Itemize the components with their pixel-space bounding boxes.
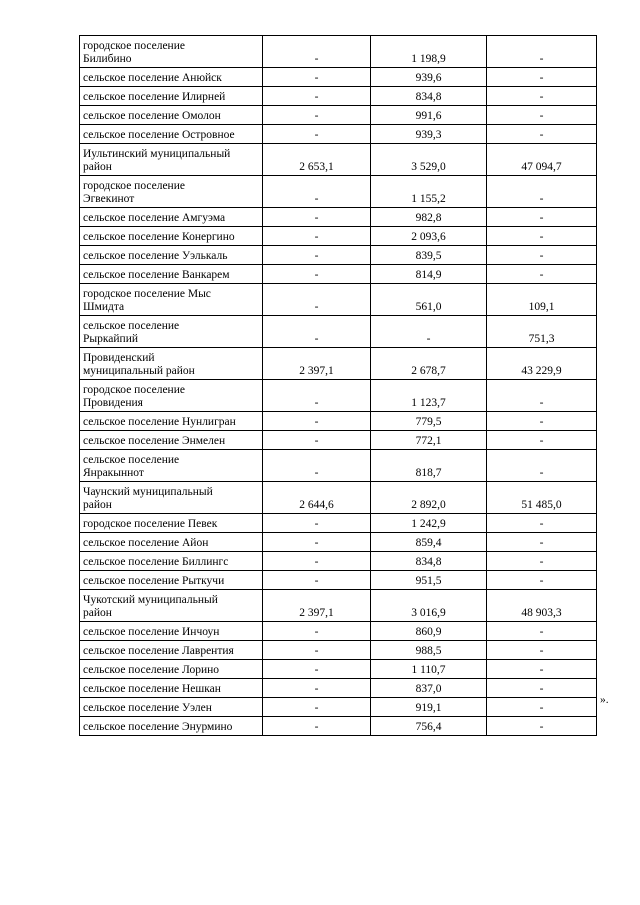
- row-value-3-cell: 47 094,7: [487, 144, 597, 176]
- table-row: [80, 125, 597, 144]
- row-value-3-cell: 109,1: [487, 284, 597, 316]
- row-value-1-cell: -: [263, 431, 371, 450]
- row-value-1-cell: 2 653,1: [263, 144, 371, 176]
- row-value-1-cell: -: [263, 87, 371, 106]
- row-value-1-cell: -: [263, 68, 371, 87]
- row-name-cell: сельское поселение Рыркайпий: [80, 316, 263, 348]
- row-value-2-cell: 859,4: [371, 533, 487, 552]
- row-value-3-cell: -: [487, 227, 597, 246]
- row-value-2-cell: 839,5: [371, 246, 487, 265]
- row-name-cell: сельское поселение Рыткучи: [80, 571, 263, 590]
- row-value-2-cell: 1 155,2: [371, 176, 487, 208]
- row-value-1-cell: -: [263, 571, 371, 590]
- row-value-1-cell: -: [263, 660, 371, 679]
- row-value-3-cell: -: [487, 514, 597, 533]
- row-value-2-cell: 818,7: [371, 450, 487, 482]
- table-row: [80, 698, 597, 717]
- row-value-2-cell: 2 678,7: [371, 348, 487, 380]
- row-name-cell: сельское поселение Уэлькаль: [80, 246, 263, 265]
- row-value-3-cell: -: [487, 87, 597, 106]
- row-value-3-cell: -: [487, 176, 597, 208]
- row-name-cell: городское поселение Эгвекинот: [80, 176, 263, 208]
- row-name-cell: городское поселение Певек: [80, 514, 263, 533]
- table-body: [80, 36, 597, 736]
- row-name-cell: Провиденский муниципальный район: [80, 348, 263, 380]
- table-row: [80, 348, 597, 380]
- row-value-2-cell: 988,5: [371, 641, 487, 660]
- row-value-1-cell: -: [263, 227, 371, 246]
- row-value-2-cell: 2 093,6: [371, 227, 487, 246]
- row-value-2-cell: 1 123,7: [371, 380, 487, 412]
- table-row: [80, 316, 597, 348]
- row-value-3-cell: -: [487, 380, 597, 412]
- table-row: [80, 176, 597, 208]
- row-name-cell: сельское поселение Инчоун: [80, 622, 263, 641]
- row-value-1-cell: -: [263, 450, 371, 482]
- row-value-2-cell: 1 110,7: [371, 660, 487, 679]
- row-value-1-cell: -: [263, 412, 371, 431]
- row-value-3-cell: -: [487, 552, 597, 571]
- row-value-3-cell: 48 903,3: [487, 590, 597, 622]
- row-value-2-cell: 772,1: [371, 431, 487, 450]
- table-row: [80, 227, 597, 246]
- table-row: [80, 380, 597, 412]
- row-value-1-cell: -: [263, 125, 371, 144]
- row-value-1-cell: -: [263, 284, 371, 316]
- table-row: [80, 679, 597, 698]
- row-value-3-cell: 43 229,9: [487, 348, 597, 380]
- table-row: [80, 106, 597, 125]
- table-row: [80, 482, 597, 514]
- row-name-cell: сельское поселение Нешкан: [80, 679, 263, 698]
- table-row: [80, 590, 597, 622]
- row-value-1-cell: -: [263, 514, 371, 533]
- table-row: [80, 450, 597, 482]
- row-value-2-cell: 951,5: [371, 571, 487, 590]
- row-value-3-cell: -: [487, 412, 597, 431]
- row-value-2-cell: 561,0: [371, 284, 487, 316]
- row-value-2-cell: 3 529,0: [371, 144, 487, 176]
- row-name-cell: Иультинский муниципальный район: [80, 144, 263, 176]
- row-value-1-cell: -: [263, 552, 371, 571]
- row-value-1-cell: -: [263, 717, 371, 736]
- row-value-3-cell: -: [487, 622, 597, 641]
- table-row: [80, 208, 597, 227]
- row-value-1-cell: 2 644,6: [263, 482, 371, 514]
- row-value-3-cell: -: [487, 450, 597, 482]
- row-value-2-cell: 837,0: [371, 679, 487, 698]
- row-name-cell: сельское поселение Янракыннот: [80, 450, 263, 482]
- row-value-1-cell: -: [263, 533, 371, 552]
- row-value-1-cell: -: [263, 641, 371, 660]
- row-value-2-cell: 1 242,9: [371, 514, 487, 533]
- table-row: [80, 660, 597, 679]
- row-value-2-cell: 834,8: [371, 552, 487, 571]
- row-value-1-cell: -: [263, 380, 371, 412]
- row-name-cell: сельское поселение Омолон: [80, 106, 263, 125]
- row-value-2-cell: -: [371, 316, 487, 348]
- row-value-1-cell: 2 397,1: [263, 348, 371, 380]
- row-name-cell: сельское поселение Илирней: [80, 87, 263, 106]
- table-row: [80, 514, 597, 533]
- table-row: [80, 533, 597, 552]
- row-value-3-cell: -: [487, 533, 597, 552]
- row-value-2-cell: 939,3: [371, 125, 487, 144]
- table-row: [80, 144, 597, 176]
- row-value-1-cell: -: [263, 106, 371, 125]
- row-value-1-cell: -: [263, 316, 371, 348]
- row-value-1-cell: -: [263, 265, 371, 284]
- row-name-cell: сельское поселение Лаврентия: [80, 641, 263, 660]
- row-value-1-cell: -: [263, 208, 371, 227]
- row-value-1-cell: -: [263, 679, 371, 698]
- row-value-3-cell: -: [487, 106, 597, 125]
- row-name-cell: сельское поселение Нунлигран: [80, 412, 263, 431]
- row-value-1-cell: -: [263, 246, 371, 265]
- table-row: [80, 571, 597, 590]
- row-value-3-cell: -: [487, 571, 597, 590]
- closing-quote-mark: ».: [600, 694, 609, 706]
- row-value-2-cell: 1 198,9: [371, 36, 487, 68]
- row-name-cell: сельское поселение Анюйск: [80, 68, 263, 87]
- row-value-1-cell: -: [263, 698, 371, 717]
- row-value-2-cell: 834,8: [371, 87, 487, 106]
- table-row: [80, 246, 597, 265]
- row-name-cell: сельское поселение Айон: [80, 533, 263, 552]
- table-row: [80, 284, 597, 316]
- row-value-2-cell: 814,9: [371, 265, 487, 284]
- row-value-3-cell: -: [487, 641, 597, 660]
- row-name-cell: сельское поселение Конергино: [80, 227, 263, 246]
- row-value-1-cell: -: [263, 176, 371, 208]
- budget-table: [79, 35, 597, 736]
- row-name-cell: сельское поселение Энурмино: [80, 717, 263, 736]
- row-value-2-cell: 919,1: [371, 698, 487, 717]
- row-value-3-cell: -: [487, 125, 597, 144]
- row-value-3-cell: 51 485,0: [487, 482, 597, 514]
- row-value-3-cell: -: [487, 265, 597, 284]
- row-value-2-cell: 982,8: [371, 208, 487, 227]
- row-value-3-cell: -: [487, 246, 597, 265]
- row-name-cell: городское поселение Билибино: [80, 36, 263, 68]
- row-value-3-cell: -: [487, 36, 597, 68]
- table-row: [80, 412, 597, 431]
- row-value-2-cell: 860,9: [371, 622, 487, 641]
- row-value-3-cell: -: [487, 431, 597, 450]
- row-value-3-cell: -: [487, 660, 597, 679]
- table-row: [80, 36, 597, 68]
- row-name-cell: сельское поселение Амгуэма: [80, 208, 263, 227]
- table-row: [80, 68, 597, 87]
- table-row: [80, 552, 597, 571]
- row-value-1-cell: -: [263, 36, 371, 68]
- row-value-3-cell: -: [487, 698, 597, 717]
- table-row: [80, 641, 597, 660]
- row-name-cell: Чукотский муниципальный район: [80, 590, 263, 622]
- row-value-3-cell: -: [487, 679, 597, 698]
- row-value-1-cell: 2 397,1: [263, 590, 371, 622]
- row-value-2-cell: 779,5: [371, 412, 487, 431]
- row-value-3-cell: -: [487, 717, 597, 736]
- row-value-2-cell: 939,6: [371, 68, 487, 87]
- row-name-cell: городское поселение Мыс Шмидта: [80, 284, 263, 316]
- row-name-cell: сельское поселение Лорино: [80, 660, 263, 679]
- row-name-cell: сельское поселение Островное: [80, 125, 263, 144]
- row-name-cell: городское поселение Провидения: [80, 380, 263, 412]
- row-value-2-cell: 756,4: [371, 717, 487, 736]
- table-row: [80, 87, 597, 106]
- row-value-3-cell: -: [487, 68, 597, 87]
- row-name-cell: сельское поселение Уэлен: [80, 698, 263, 717]
- row-value-2-cell: 3 016,9: [371, 590, 487, 622]
- row-name-cell: Чаунский муниципальный район: [80, 482, 263, 514]
- table-row: [80, 622, 597, 641]
- row-value-1-cell: -: [263, 622, 371, 641]
- row-value-3-cell: 751,3: [487, 316, 597, 348]
- row-name-cell: сельское поселение Биллингс: [80, 552, 263, 571]
- table-row: [80, 717, 597, 736]
- row-value-2-cell: 991,6: [371, 106, 487, 125]
- table-row: [80, 265, 597, 284]
- row-value-3-cell: -: [487, 208, 597, 227]
- row-name-cell: сельское поселение Энмелен: [80, 431, 263, 450]
- row-value-2-cell: 2 892,0: [371, 482, 487, 514]
- row-name-cell: сельское поселение Ванкарем: [80, 265, 263, 284]
- table-row: [80, 431, 597, 450]
